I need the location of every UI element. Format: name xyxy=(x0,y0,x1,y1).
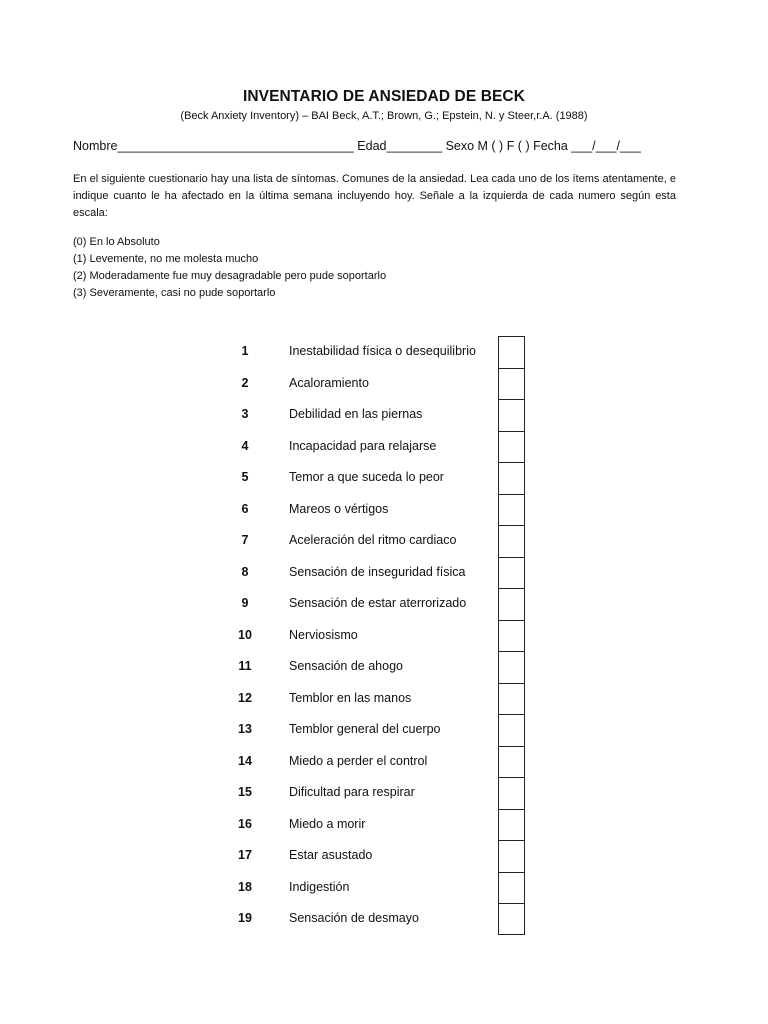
symptom-row xyxy=(230,431,527,463)
symptom-text: Nerviosismo xyxy=(289,627,358,642)
symptom-number: 18 xyxy=(238,879,252,894)
symptom-text: Acaloramiento xyxy=(289,375,369,390)
symptom-number: 8 xyxy=(241,564,249,579)
symptom-number: 13 xyxy=(238,722,252,736)
symptom-text: Temor a que suceda lo peor xyxy=(289,470,444,484)
symptom-number: 14 xyxy=(238,753,252,768)
symptom-row xyxy=(230,903,527,935)
symptom-text: Sensación de ahogo xyxy=(289,659,403,673)
symptom-text: Incapacidad para relajarse xyxy=(289,438,437,453)
symptom-text: Mareos o vértigos xyxy=(289,501,389,516)
symptom-row xyxy=(230,840,527,872)
identity-line[interactable]: Nombre__________________________________ Edad________ Sexo M ( ) F ( ) Fecha ___/___/___ xyxy=(73,139,641,153)
symptom-row xyxy=(230,557,527,589)
symptom-text: Sensación de inseguridad física xyxy=(289,564,466,579)
answer-box[interactable] xyxy=(498,651,525,683)
scale-option: (1) Levemente, no me molesta mucho xyxy=(73,253,259,265)
answer-box[interactable] xyxy=(498,714,525,746)
symptom-text: Estar asustado xyxy=(289,848,373,862)
answer-box[interactable] xyxy=(498,777,525,809)
answer-box[interactable] xyxy=(498,683,525,715)
scale-option: (3) Severamente, casi no pude soportarlo xyxy=(73,287,276,299)
symptom-row xyxy=(230,809,527,841)
symptom-row xyxy=(230,494,527,526)
answer-box[interactable] xyxy=(498,462,525,494)
symptom-text: Miedo a perder el control xyxy=(289,753,428,768)
symptom-text: Debilidad en las piernas xyxy=(289,407,423,421)
symptom-row xyxy=(230,746,527,778)
answer-box[interactable] xyxy=(498,809,525,841)
symptom-number: 19 xyxy=(238,911,252,925)
symptom-row xyxy=(230,588,527,620)
symptom-row xyxy=(230,462,527,494)
symptom-text: Temblor en las manos xyxy=(289,690,412,705)
symptom-number: 9 xyxy=(241,596,249,610)
symptom-number: 16 xyxy=(238,816,252,831)
symptom-number: 5 xyxy=(241,470,249,484)
symptom-text: Inestabilidad física o desequilibrio xyxy=(289,344,476,358)
answer-box[interactable] xyxy=(498,336,525,368)
symptom-number: 17 xyxy=(238,848,252,862)
symptom-text: Sensación de estar aterrorizado xyxy=(289,596,467,610)
answer-box[interactable] xyxy=(498,840,525,872)
symptom-number: 2 xyxy=(241,375,249,390)
answer-box[interactable] xyxy=(498,620,525,652)
answer-box[interactable] xyxy=(498,872,525,904)
symptom-row xyxy=(230,336,527,368)
answer-box[interactable] xyxy=(498,746,525,778)
symptom-number: 4 xyxy=(241,438,249,453)
symptom-text: Dificultad para respirar xyxy=(289,785,415,799)
symptom-row xyxy=(230,872,527,904)
answer-box[interactable] xyxy=(498,399,525,431)
symptom-number: 1 xyxy=(241,344,249,358)
instructions-paragraph: En el siguiente cuestionario hay una lista de síntomas. Comunes de la ansiedad. Lea cada uno de los ítems atentamente, e indique cuanto le ha afectado en la última semana incluyendo hoy. Señale a la izquierda de cada numero según esta escala: xyxy=(73,173,676,219)
symptom-text: Miedo a morir xyxy=(289,816,366,831)
document-title: INVENTARIO DE ANSIEDAD DE BECK xyxy=(242,88,526,105)
symptom-text: Sensación de desmayo xyxy=(289,911,419,925)
document-subtitle: (Beck Anxiety Inventory) – BAI Beck, A.T.; Brown, G.; Epstein, N. y Steer,r.A. (1988) xyxy=(180,110,588,122)
rating-scale xyxy=(73,234,573,302)
symptom-list xyxy=(230,336,527,935)
answer-box[interactable] xyxy=(498,431,525,463)
symptom-number: 12 xyxy=(238,690,252,705)
symptom-number: 7 xyxy=(241,533,249,547)
symptom-text: Aceleración del ritmo cardiaco xyxy=(289,533,457,547)
symptom-number: 11 xyxy=(238,659,252,673)
symptom-number: 3 xyxy=(241,407,249,421)
symptom-row xyxy=(230,777,527,809)
answer-box[interactable] xyxy=(498,903,525,935)
symptom-number: 10 xyxy=(238,627,252,642)
symptom-row xyxy=(230,651,527,683)
scale-option: (0) En lo Absoluto xyxy=(73,236,160,248)
symptom-row xyxy=(230,368,527,400)
symptom-row xyxy=(230,620,527,652)
answer-box[interactable] xyxy=(498,557,525,589)
answer-box[interactable] xyxy=(498,368,525,400)
symptom-row xyxy=(230,683,527,715)
symptom-text: Temblor general del cuerpo xyxy=(289,722,441,736)
symptom-row xyxy=(230,399,527,431)
answer-box[interactable] xyxy=(498,525,525,557)
answer-box[interactable] xyxy=(498,588,525,620)
symptom-row xyxy=(230,714,527,746)
symptom-row xyxy=(230,525,527,557)
symptom-text: Indigestión xyxy=(289,879,350,894)
symptom-number: 15 xyxy=(238,785,252,799)
scale-option: (2) Moderadamente fue muy desagradable pero pude soportarlo xyxy=(73,270,387,282)
symptom-number: 6 xyxy=(241,501,249,516)
answer-box[interactable] xyxy=(498,494,525,526)
